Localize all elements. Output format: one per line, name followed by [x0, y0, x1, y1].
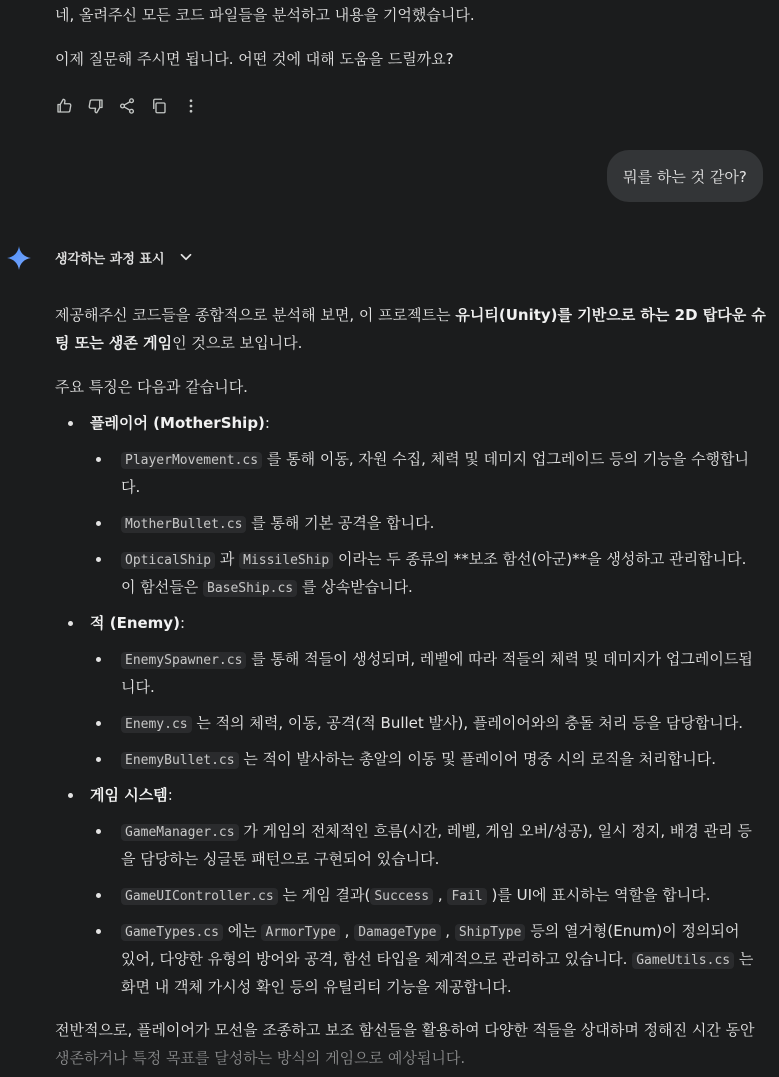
list-item-cont: 니다. — [121, 678, 155, 696]
list-item: EnemyBullet.cs 는 적이 발사하는 총알의 이동 및 플레이어 명중 시의 로직을 처리합니다. — [121, 745, 716, 775]
list-item: GameTypes.cs 에는 ArmorType , DamageType , ShipType 등의 열거형(Enum)이 정의되어 — [121, 917, 739, 947]
thumbs-down-icon[interactable] — [85, 95, 107, 117]
list-item: PlayerMovement.cs 를 통해 이동, 자원 수집, 체력 및 데미지 업그레이드 등의 기능을 수행합니 — [121, 445, 749, 475]
answer-intro-cont: 팅 또는 생존 게임인 것으로 보입니다. — [55, 334, 303, 352]
list-item: MotherBullet.cs 를 통해 기본 공격을 합니다. — [121, 509, 434, 539]
list-item: Enemy.cs 는 적의 체력, 이동, 공격(적 Bullet 발사), 플레이어와의 충돌 처리 등을 담당합니다. — [121, 709, 743, 739]
show-thinking-label: 생각하는 과정 표시 — [55, 251, 165, 267]
list-item: EnemySpawner.cs 를 통해 적들이 생성되며, 레벨에 따라 적들의 체력 및 데미지가 업그레이드됩 — [121, 645, 753, 675]
list-item-cont: 있어, 다양한 유형의 방어와 공격, 함선 타입을 체계적으로 관리하고 있습니다. GameUtils.cs 는 — [121, 950, 754, 968]
conclusion-text-cont: 생존하거나 특정 목표를 달성하는 방식의 게임으로 예상됩니다. — [55, 1049, 466, 1067]
list-item-cont: 화면 내 객체 가시성 확인 등의 유틸리티 기능을 제공합니다. — [121, 978, 512, 996]
section-enemy: 적 (Enemy): — [90, 609, 185, 637]
section-game-system: 게임 시스템: — [90, 781, 173, 809]
conclusion-text: 전반적으로, 플레이어가 모선을 조종하고 보조 함선들을 활용하여 다양한 적들을 상대하며 정해진 시간 동안 — [55, 1021, 755, 1039]
thumbs-up-icon[interactable] — [53, 95, 75, 117]
response-text-line: 이제 질문해 주시면 됩니다. 어떤 것에 대해 도움을 드릴까요? — [55, 50, 454, 68]
list-item: OpticalShip 과 MissileShip 이라는 두 종류의 **보조 함선(아군)**을 생성하고 관리합니다. — [121, 545, 746, 575]
features-heading: 주요 특징은 다음과 같습니다. — [55, 378, 248, 396]
list-item-cont: 다. — [121, 478, 141, 496]
show-thinking-toggle[interactable] — [55, 245, 195, 269]
user-message-bubble — [607, 150, 763, 202]
more-vert-icon[interactable] — [180, 95, 202, 117]
answer-intro: 제공해주신 코드들을 종합적으로 분석해 보면, 이 프로젝트는 유니티(Unity)를 기반으로 하는 2D 탑다운 슈 — [55, 306, 766, 324]
share-icon[interactable] — [116, 95, 138, 117]
list-item-cont: 이 함선들은 BaseShip.cs 를 상속받습니다. — [121, 578, 413, 596]
user-message-text: 뭐를 하는 것 같아? — [623, 167, 747, 186]
list-item: GameManager.cs 가 게임의 전체적인 흐름(시간, 레벨, 게임 오버/성공), 일시 정지, 배경 관리 등 — [121, 817, 752, 847]
response-text-line: 네, 올려주신 모든 코드 파일들을 분석하고 내용을 기억했습니다. — [55, 6, 475, 24]
list-item-cont: 을 담당하는 싱글톤 패턴으로 구현되어 있습니다. — [121, 850, 440, 868]
copy-icon[interactable] — [148, 95, 170, 117]
section-player: 플레이어 (MotherShip): — [90, 409, 270, 437]
chevron-down-icon — [177, 248, 195, 266]
list-item: GameUIController.cs 는 게임 결과( Success , Fail )를 UI에 표시하는 역할을 합니다. — [121, 881, 711, 911]
gemini-spark-icon — [6, 245, 32, 271]
